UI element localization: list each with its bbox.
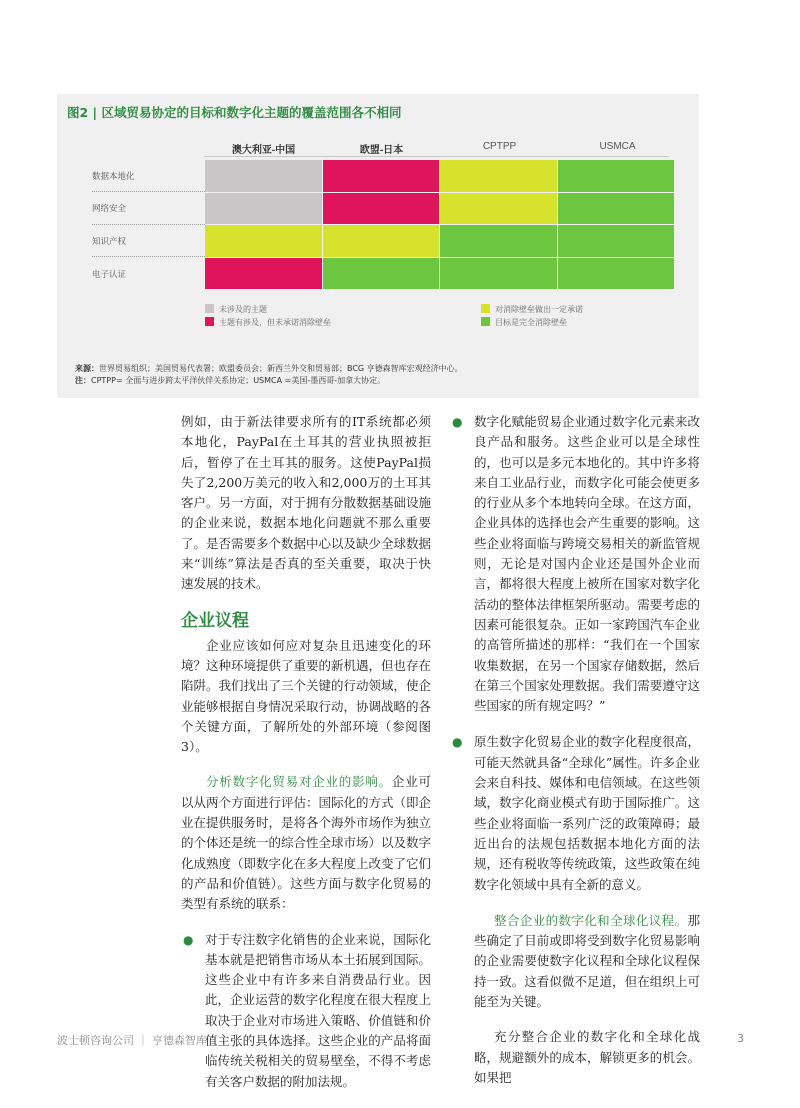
row-label-e-authentication: 电子认证 [92,270,127,280]
bullet-item: ● 数字化赋能贸易企业通过数字化元素来改良产品和服务。这些企业可以是全球性的，也可以是多元本地化的。其中许多将来自工业品行业，而数字化可能会使更多的行业从多个本地转向全球。在这方面，企业具体的选择也会产生重要的影响。这些企业将面临与跨境交易相关的新监管规则，无论是对国内企业还是国外企业而言，都将很大程度上被所在国家对数字化活动的整体法律框架所驱动。需要考虑的因素可能很复杂。正如一家跨国汽车企业的高管所描述的那样：“我们在一个国家收集数据，在另一个国家存储数据，然后在第三个国家处理数据。我们需要遵守这些国家的所有规定吗？” [452,414,700,714]
header-rule [204,156,669,157]
matrix-cell [558,160,675,192]
matrix-cell [440,160,557,192]
legend-item-partial-commitment: 对消除壁垒做出一定承诺 [481,304,583,315]
bullet-dot-icon: ● [183,932,194,947]
row-label-cybersecurity: 网络安全 [92,204,127,214]
legend-swatch-grey [205,304,214,313]
figure-2 [57,94,699,398]
page-number: 3 [737,1032,744,1045]
matrix-cell [440,258,557,290]
paragraph: 分析数字化贸易对企业的影响。企业可以从两个方面进行评估：国际化的方式（即企业在提供服务时，是将各个海外市场作为独立的个体还是统一的综合性全球市场）以及数字化成熟度（即数字化在多大程度上改变了它们的产品和价值链）。这些方面与数字化贸易的类型有系统的联系： [181,774,432,912]
figure-note: 注：CPTPP= 全面与进步跨太平洋伙伴关系协定；USMCA =美国-墨西哥-加拿大协定。 [75,376,386,385]
matrix-cell [205,258,322,290]
legend-swatch-green [481,317,490,326]
left-column [181,412,431,1108]
matrix-cell [558,225,675,257]
row-separator [92,256,205,257]
row-label-intellectual-property: 知识产权 [92,237,127,247]
bullet-dot-icon: ● [452,415,463,429]
matrix-cell [205,160,322,192]
legend-item-full-removal: 目标是完全消除壁垒 [481,317,567,328]
matrix-cell [205,193,322,225]
matrix-cell [440,225,557,257]
matrix-cell [558,258,675,290]
footer-brand: 波士顿咨询公司 ｜ 亨德森智库 [57,1034,207,1047]
row-separator [92,224,205,225]
column-header-australia-china: 澳大利亚-中国 [231,145,296,156]
bullet-dot-icon: ● [452,735,463,750]
matrix-cell [558,193,675,225]
legend-swatch-red [205,317,214,326]
paragraph: 充分整合企业的数字化和全球化战略，规避额外的成本，解锁更多的机会。如果把 [474,1029,700,1085]
column-header-usmca: USMCA [599,141,636,152]
matrix-cell [323,225,440,257]
figure-source: 来源：世界贸易组织；美国贸易代表署；欧盟委员会；新西兰外交和贸易部；BCG 亨德森智库宏观经济中心。 [75,364,463,373]
matrix-cell [323,193,440,225]
row-separator [92,191,205,192]
column-header-cptpp: CPTPP [482,141,517,152]
paragraph: 例如，由于新法律要求所有的IT系统都必须本地化，PayPal在土耳其的营业执照被拒后，暂停了在土耳其的服务。这使PayPal损失了2,200万美元的收入和2,000万的土耳其客户。另一方面，对于拥有分散数据基础设施的企业来说，数据本地化问题就不那么重要了。是否需要多个数据中心以及缺少全球数据来“训练”算法是否真的至关重要，取决于快速发展的技术。 [181,414,432,592]
bullet-item: ● 对于专注数字化销售的企业来说，国际化基本就是把销售市场从本土拓展到国际。这些企业中有许多来自消费品行业。因此，企业运营的数字化程度在很大程度上取决于企业对市场进入策略、价值链和价值主张的具体选择。这些企业的产品将面临传统关税相关的贸易壁垒，不得不考虑有关客户数据的附加法规。 [183,931,431,1089]
matrix-cell [323,160,440,192]
legend-item-not-covered: 未涉及的主题 [205,304,267,315]
right-column [450,412,700,1103]
paragraph: 企业应该如何应对复杂且迅速变化的环境？这种环境提供了重要的新机遇，但也存在陷阱。我们找出了三个关键的行动领域，使企业能够根据自身情况采取行动，协调战略的各个关键方面，了解所处的外部环境（参阅图3）。 [181,637,432,755]
bullet-item: ● 原生数字化贸易企业的数字化程度很高，可能天然就具备“全球化”属性。许多企业会来自科技、媒体和电信领域。在这些领域，数字化商业模式有助于国际推广。这些企业将面临一系列广泛的政策障碍；最近出台的法规包括数据本地化方面的法规，还有税收等传统政策，这些政策在纯数字化领域中具有全新的意义。 [452,734,700,892]
matrix-cell [205,225,322,257]
matrix-cell [440,193,557,225]
legend-item-covered-no-commitment: 主题有涉及，但未承诺消除壁垒 [205,317,331,328]
row-label-data-localization: 数据本地化 [92,172,135,182]
matrix-cell [323,258,440,290]
section-heading: 企业议程 [181,610,249,631]
figure-title: 图2 | 区域贸易协定的目标和数字化主题的覆盖范围各不相同 [67,105,402,120]
column-header-eu-japan: 欧盟-日本 [359,145,404,156]
paragraph: 整合企业的数字化和全球化议程。那些确定了目前或即将受到数字化贸易影响的企业需要使数字化议程和全球化议程保持一致。这看似微不足道，但在组织上可能至为关键。 [474,912,700,1010]
legend-swatch-yellow [481,304,490,313]
